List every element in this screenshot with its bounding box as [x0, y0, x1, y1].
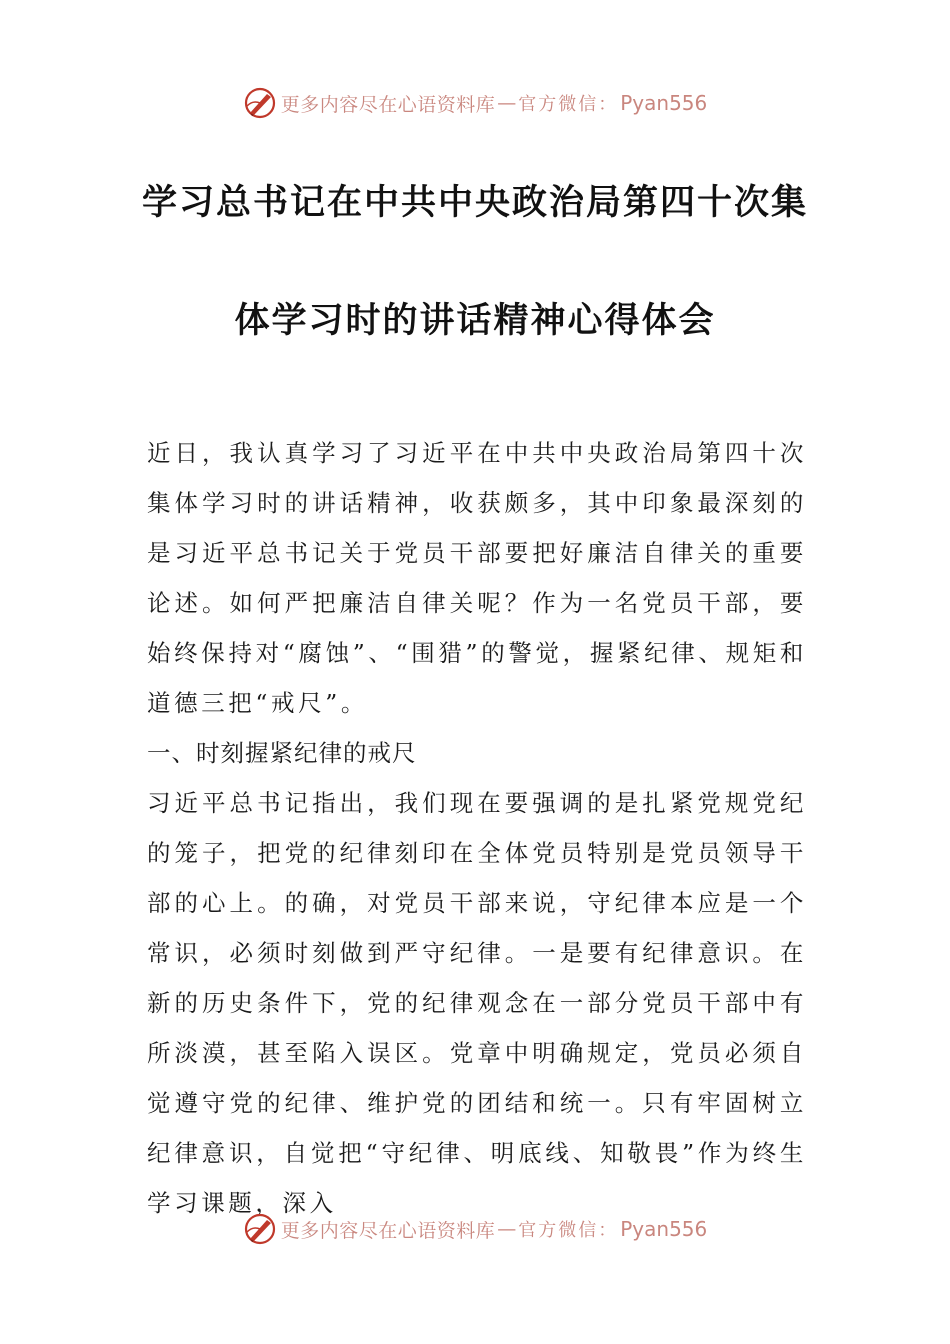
watermark-dash: — — [497, 92, 517, 114]
watermark-wechat-id: Pyan556 — [620, 1217, 708, 1241]
paragraph-section-1: 习近平总书记指出，我们现在要强调的是扎紧党规党纪的笼子，把党的纪律刻印在全体党员特别是党员领导干部的心上。的确，对党员干部来说，守纪律本应是一个常识，必须时刻做到严守纪律。一是要有纪律意识。在新的历史条件下，党的纪律观念在一部分党员干部中有所淡漠，甚至陷入误区。党章中明确规定，党员必须自觉遵守党的纪律、维护党的团结和统一。只有牢固树立纪律意识，自觉把“守纪律、明底线、知敬畏”作为终生学习课题，深入 — [147, 789, 807, 1217]
pen-circle-logo-icon — [243, 1212, 277, 1246]
watermark-banner-bottom — [0, 1209, 950, 1249]
section-heading-1: 一、时刻握紧纪律的戒尺 — [147, 739, 417, 767]
document-body — [147, 428, 807, 1228]
watermark-wechat-label: 官方微信： — [518, 94, 619, 115]
pen-circle-logo-icon — [243, 86, 277, 120]
watermark-wechat-id: Pyan556 — [620, 91, 708, 115]
watermark-wechat-label: 官方微信： — [518, 1220, 619, 1241]
paragraph-intro: 近日，我认真学习了习近平在中共中央政治局第四十次集体学习时的讲话精神，收获颇多，其中印象最深刻的是习近平总书记关于党员干部要把好廉洁自律关的重要论述。如何严把廉洁自律关呢？作为一名党员干部，要始终保持对“腐蚀”、“围猎”的警觉，握紧纪律、规矩和道德三把“戒尺”。 — [147, 439, 807, 717]
document-title-line-1: 学习总书记在中共中央政治局第四十次集 — [141, 183, 808, 223]
watermark-banner-top — [0, 83, 950, 123]
watermark-site-text: 更多内容尽在心语资料库 — [280, 93, 496, 116]
watermark-dash: — — [497, 1218, 517, 1240]
watermark-site-text: 更多内容尽在心语资料库 — [280, 1219, 496, 1242]
document-title-line-2: 体学习时的讲话精神心得体会 — [234, 301, 716, 341]
